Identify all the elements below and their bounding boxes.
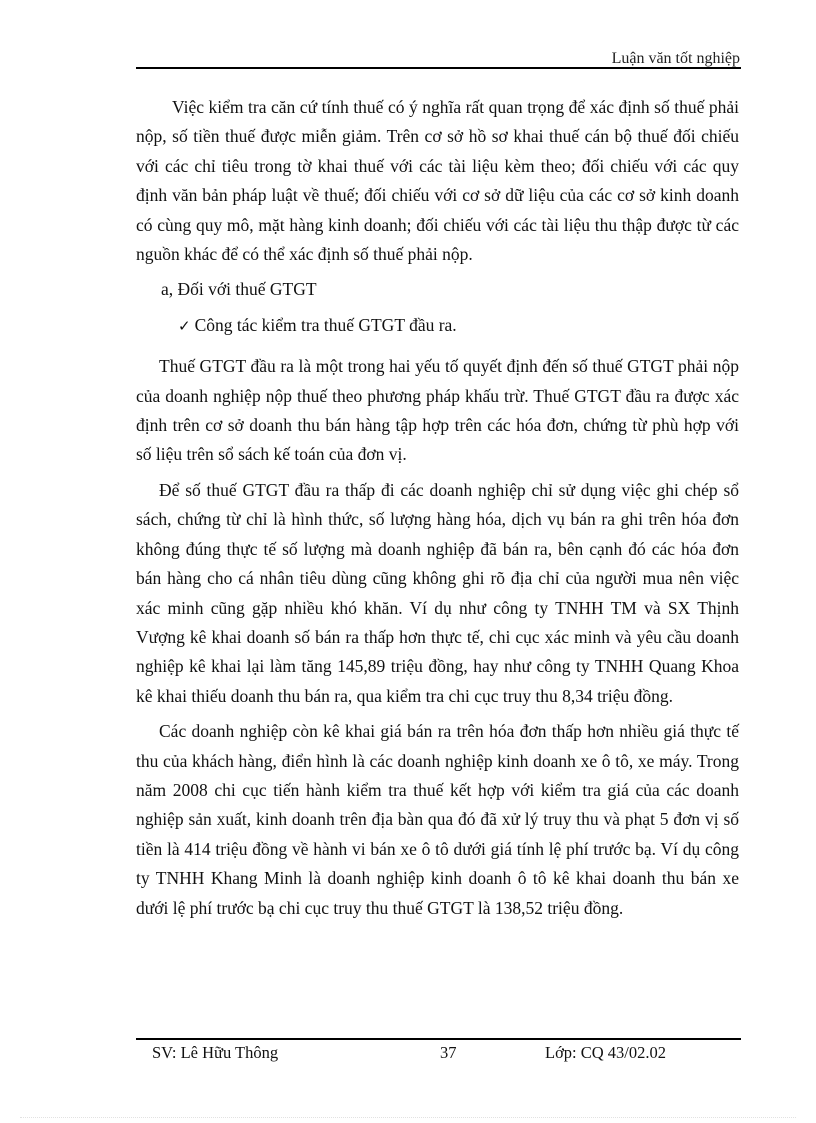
section-subheading: a, Đối với thuế GTGT: [161, 279, 317, 300]
footer-class: Lớp: CQ 43/02.02: [545, 1043, 667, 1062]
running-header-title: Luận văn tốt nghiệp: [611, 50, 740, 67]
header-divider: [136, 67, 741, 69]
paragraph-low-output-vat: Để số thuế GTGT đầu ra thấp đi các doanh nghiệp chỉ sử dụng việc ghi chép sổ sách, chứng từ chỉ là hình thức, số lượng hàng hóa, dịch vụ bán ra ghi trên hóa đơn không đúng thực tế số lượng mà doanh nghiệp đã bán ra, bên cạnh đó các hóa đơn bán hàng cho cá nhân tiêu dùng cũng không ghi rõ địa chỉ của người mua nên việc xác minh cũng gặp nhiều khó khăn. Ví dụ như công ty TNHH TM và SX Thịnh Vượng kê khai doanh số bán ra thấp hơn thực tế, chi cục xác minh và yêu cầu doanh nghiệp kê khai lại làm tăng 145,89 triệu đồng, hay như công ty TNHH Quang Khoa kê khai thiếu doanh thu bán ra, qua kiểm tra chi cục truy thu 8,34 triệu đồng.: [136, 479, 739, 706]
check-mark-icon: ✓: [178, 316, 191, 335]
paragraph-price-declaration: Các doanh nghiệp còn kê khai giá bán ra trên hóa đơn thấp hơn nhiều giá thực tế thu của khách hàng, điển hình là các doanh nghiệp kinh doanh xe ô tô, xe máy. Trong năm 2008 chi cục tiến hành kiểm tra thuế kết hợp với kiểm tra giá của các doanh nghiệp sản xuất, kinh doanh trên địa bàn qua đó đã xử lý truy thu và phạt 5 đơn vị số tiền là 414 triệu đồng về hành vi bán xe ô tô dưới giá tính lệ phí trước bạ. Ví dụ công ty TNHH Khang Minh là doanh nghiệp kinh doanh ô tô kê khai doanh thu bán xe dưới lệ phí trước bạ chi cục truy thu thuế GTGT là 138,52 triệu đồng.: [136, 721, 739, 918]
paragraph-tax-basis-check: Việc kiểm tra căn cứ tính thuế có ý nghĩa rất quan trọng để xác định số thuế phải nộp, số tiền thuế được miễn giảm. Trên cơ sở hồ sơ khai thuế cán bộ thuế đối chiếu với các chỉ tiêu trong tờ khai thuế với các tài liệu kèm theo; đối chiếu với các quy định văn bản pháp luật về thuế; đối chiếu với cơ sở dữ liệu của các cơ sở kinh doanh có cùng quy mô, mặt hàng kinh doanh; đối chiếu với các tài liệu thu thập được từ các nguồn khác để có thể xác định số thuế phải nộp.: [136, 97, 739, 265]
page-body: [136, 93, 739, 923]
footer-student-name: SV: Lê Hữu Thông: [152, 1043, 279, 1062]
paragraph-output-vat: Thuế GTGT đầu ra là một trong hai yếu tố quyết định đến số thuế GTGT phải nộp của doanh nghiệp nộp thuế theo phương pháp khấu trừ. Thuế GTGT đầu ra được xác định trên cơ sở doanh thu bán hàng tập hợp trên các hóa đơn, chứng từ phù hợp với số liệu trên sổ sách kế toán của đơn vị.: [136, 356, 739, 465]
bullet-text: Công tác kiểm tra thuế GTGT đầu ra.: [194, 314, 457, 335]
footer-divider: [136, 1038, 741, 1040]
bullet-item: [136, 311, 739, 341]
page-edge-dotted-line: [20, 1117, 796, 1118]
footer-page-number: 37: [440, 1043, 457, 1062]
